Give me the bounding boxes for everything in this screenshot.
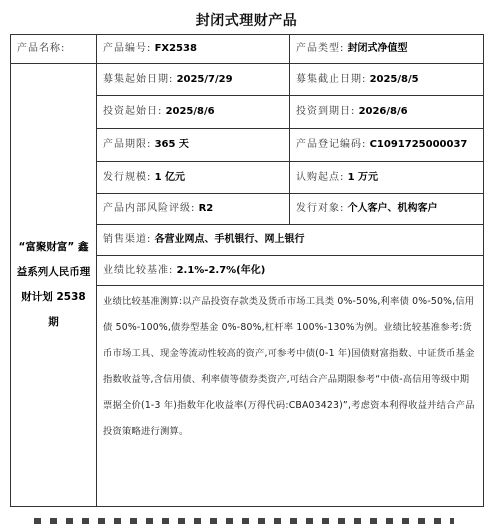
- reg-code-cell: 产品登记编码: C1091725000037: [290, 129, 484, 162]
- risk-cell: 产品内部风险评级: R2: [97, 194, 290, 225]
- channel-cell: 销售渠道: 各营业网点、手机银行、网上银行: [97, 225, 484, 256]
- cut-off-text-line: [34, 518, 454, 524]
- invest-start-cell: 投资起始日: 2025/8/6: [97, 96, 290, 129]
- benchmark-description: 业绩比较基准测算:以产品投资存款类及货币市场工具类 0%-50%,利率债 0%-50%,信用债 50%-100%,债券型基金 0%-80%,杠杆率 100%-130%为例。业绩比较基准参考:货币市场工具、现金等流动性较高的资产,可参考中债(0-1 年)国债财富指数、中证货币基金指数收益等,含信用债、利率债等债券类资产,可结合产品期限参考“中债-高信用等级中期票据全价(1-3 年)指数年化收益率(万得代码:CBA03423)”,考虑资本利得收益并结合产品投资策略进行测算。: [97, 286, 484, 507]
- table-row: [11, 35, 484, 64]
- table-row: [11, 64, 484, 96]
- product-type-cell: 产品类型: 封闭式净值型: [290, 35, 484, 64]
- product-name-label: 产品名称:: [11, 35, 97, 64]
- raise-end-cell: 募集截止日期: 2025/8/5: [290, 64, 484, 96]
- term-cell: 产品期限: 365 天: [97, 129, 290, 162]
- benchmark-cell: 业绩比较基准: 2.1%-2.7%(年化): [97, 256, 484, 286]
- raise-start-cell: 募集起始日期: 2025/7/29: [97, 64, 290, 96]
- target-cell: 发行对象: 个人客户、机构客户: [290, 194, 484, 225]
- scale-cell: 发行规模: 1 亿元: [97, 162, 290, 194]
- page-title: 封闭式理财产品: [195, 13, 298, 29]
- product-code-cell: 产品编号: FX2538: [97, 35, 290, 64]
- product-name-value: “富聚财富” 鑫益系列人民币理财计划 2538 期: [11, 64, 97, 507]
- invest-end-cell: 投资到期日: 2026/8/6: [290, 96, 484, 129]
- product-info-table: [10, 34, 484, 507]
- min-sub-cell: 认购起点: 1 万元: [290, 162, 484, 194]
